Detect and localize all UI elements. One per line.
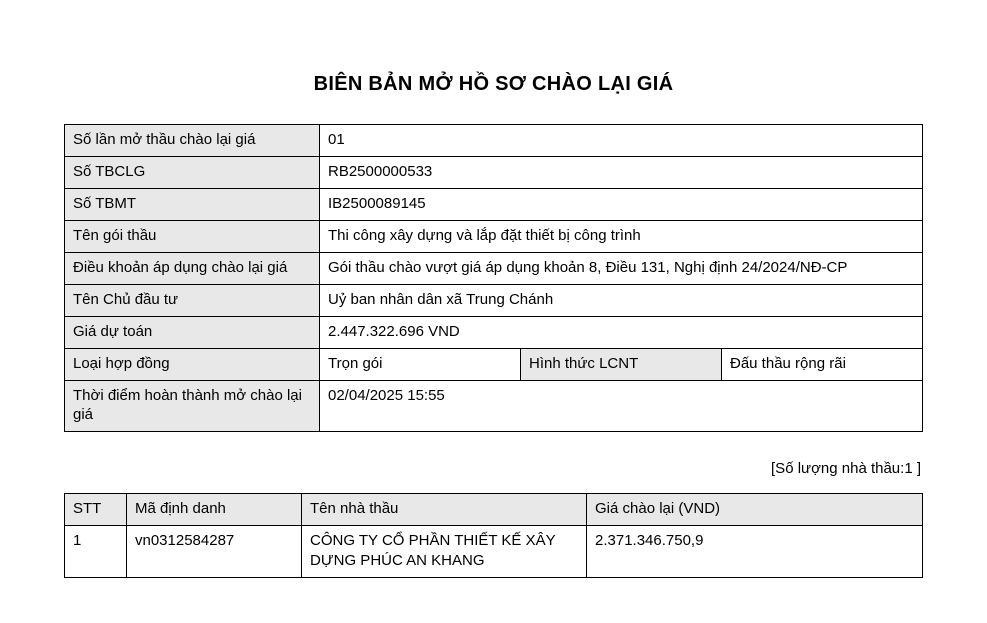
- info-label-contract-type: Loại hợp đồng: [65, 348, 320, 380]
- table-row: [65, 125, 923, 157]
- info-label-tbmt: Số TBMT: [65, 188, 320, 220]
- table-row: [65, 156, 923, 188]
- info-value-package-name: Thi công xây dựng và lắp đặt thiết bị công trình: [320, 220, 923, 252]
- info-label-clause: Điều khoản áp dụng chào lại giá: [65, 252, 320, 284]
- table-row: [65, 220, 923, 252]
- page-title: BIÊN BẢN MỞ HỒ SƠ CHÀO LẠI GIÁ: [313, 73, 674, 95]
- table-row: [65, 380, 923, 432]
- table-header-row: [65, 494, 923, 526]
- info-value-investor: Uỷ ban nhân dân xã Trung Chánh: [320, 284, 923, 316]
- info-value-tbclg: RB2500000533: [320, 156, 923, 188]
- info-label-investor: Tên Chủ đầu tư: [65, 284, 320, 316]
- column-header-code: Mã định danh: [127, 494, 302, 526]
- bid-info-table: [64, 124, 923, 432]
- column-header-bidder-name: Tên nhà thầu: [302, 494, 587, 526]
- info-value-contract-type: Trọn gói: [320, 348, 521, 380]
- table-row: [65, 526, 923, 578]
- table-row: [65, 316, 923, 348]
- info-value-clause: Gói thầu chào vượt giá áp dụng khoản 8, Điều 131, Nghị định 24/2024/NĐ-CP: [320, 252, 923, 284]
- cell-stt: 1: [65, 526, 127, 578]
- table-row: [65, 284, 923, 316]
- column-header-price: Giá chào lại (VND): [587, 494, 923, 526]
- info-value-completion-time: 02/04/2025 15:55: [320, 380, 923, 432]
- column-header-stt: STT: [65, 494, 127, 526]
- cell-bidder-name: CÔNG TY CỔ PHẦN THIẾT KẾ XÂY DỰNG PHÚC AN KHANG: [302, 526, 587, 578]
- info-value-tbmt: IB2500089145: [320, 188, 923, 220]
- info-label-estimate: Giá dự toán: [65, 316, 320, 348]
- info-value-estimate: 2.447.322.696 VND: [320, 316, 923, 348]
- bidders-table: [64, 493, 923, 578]
- info-value-open-count: 01: [320, 125, 923, 157]
- info-label-open-count: Số lần mở thầu chào lại giá: [65, 125, 320, 157]
- info-label-selection-method: Hình thức LCNT: [521, 348, 722, 380]
- table-row: [65, 348, 923, 380]
- info-label-tbclg: Số TBCLG: [65, 156, 320, 188]
- info-label-package-name: Tên gói thầu: [65, 220, 320, 252]
- cell-code: vn0312584287: [127, 526, 302, 578]
- info-label-completion-time: Thời điểm hoàn thành mở chào lại giá: [65, 380, 320, 432]
- table-row: [65, 188, 923, 220]
- info-value-selection-method: Đấu thầu rộng rãi: [722, 348, 923, 380]
- cell-price: 2.371.346.750,9: [587, 526, 923, 578]
- table-row: [65, 252, 923, 284]
- bidder-count-note: [Số lượng nhà thầu:1 ]: [771, 460, 921, 478]
